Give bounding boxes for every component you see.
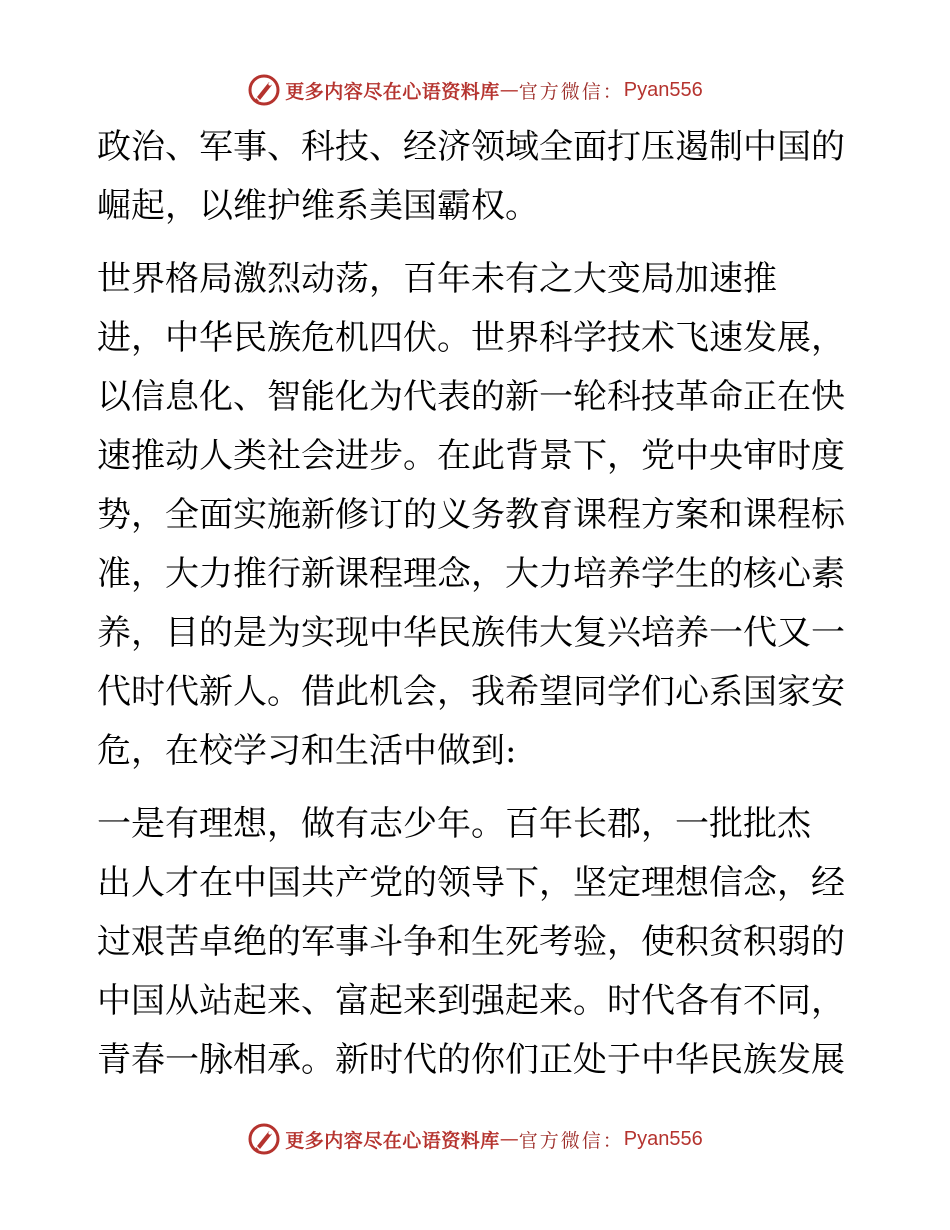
text-line: 青春一脉相承。新时代的你们正处于中华民族发展 (97, 1040, 845, 1080)
text-line: 速推动人类社会进步。在此背景下，党中央审时度 (97, 436, 845, 476)
header-separator: — (499, 79, 519, 101)
text-line: 中国从站起来、富起来到强起来。时代各有不同， (97, 981, 845, 1021)
footer-separator: — (499, 1128, 519, 1150)
text-line: 崛起，以维护维系美国霸权。 (97, 186, 539, 226)
footer-wechat-id: Pyan556 (623, 1127, 703, 1150)
paragraph-2 (97, 250, 857, 781)
text-line: 进，中华民族危机四伏。世界科学技术飞速发展， (97, 318, 845, 358)
text-line: 代时代新人。借此机会，我希望同学们心系国家安 (97, 672, 845, 712)
text-line: 世界格局激烈动荡，百年未有之大变局加速推 (97, 259, 777, 299)
text-line: 以信息化、智能化为代表的新一轮科技革命正在快 (97, 377, 845, 417)
paragraph-3 (97, 795, 857, 1090)
document-body (97, 118, 857, 1090)
header-promo-text: 更多内容尽在心语资料库 (285, 80, 500, 103)
text-line: 势，全面实施新修订的义务教育课程方案和课程标 (97, 495, 845, 535)
header-banner (0, 70, 950, 110)
footer-wechat-label: 官方微信 (518, 1129, 603, 1152)
text-line: 准，大力推行新课程理念，大力培养学生的核心素 (97, 554, 845, 594)
text-line: 过艰苦卓绝的军事斗争和生死考验，使积贫积弱的 (97, 922, 845, 962)
header-colon: ： (602, 80, 622, 103)
text-line: 一是有理想，做有志少年。百年长郡，一批批杰 (97, 804, 811, 844)
text-line: 危，在校学习和生活中做到: (97, 731, 517, 771)
text-line: 政治、军事、科技、经济领域全面打压遏制中国的 (97, 127, 845, 167)
footer-banner (0, 1119, 950, 1159)
pen-nib-logo-icon (247, 1122, 281, 1156)
pen-nib-logo-icon (247, 73, 281, 107)
footer-promo-text: 更多内容尽在心语资料库 (285, 1129, 500, 1152)
text-line: 养，目的是为实现中华民族伟大复兴培养一代又一 (97, 613, 845, 653)
paragraph-1 (97, 118, 857, 236)
text-line: 出人才在中国共产党的领导下，坚定理想信念，经 (97, 863, 845, 903)
footer-colon: ： (602, 1129, 622, 1152)
header-wechat-label: 官方微信 (518, 80, 603, 103)
header-wechat-id: Pyan556 (623, 78, 703, 101)
